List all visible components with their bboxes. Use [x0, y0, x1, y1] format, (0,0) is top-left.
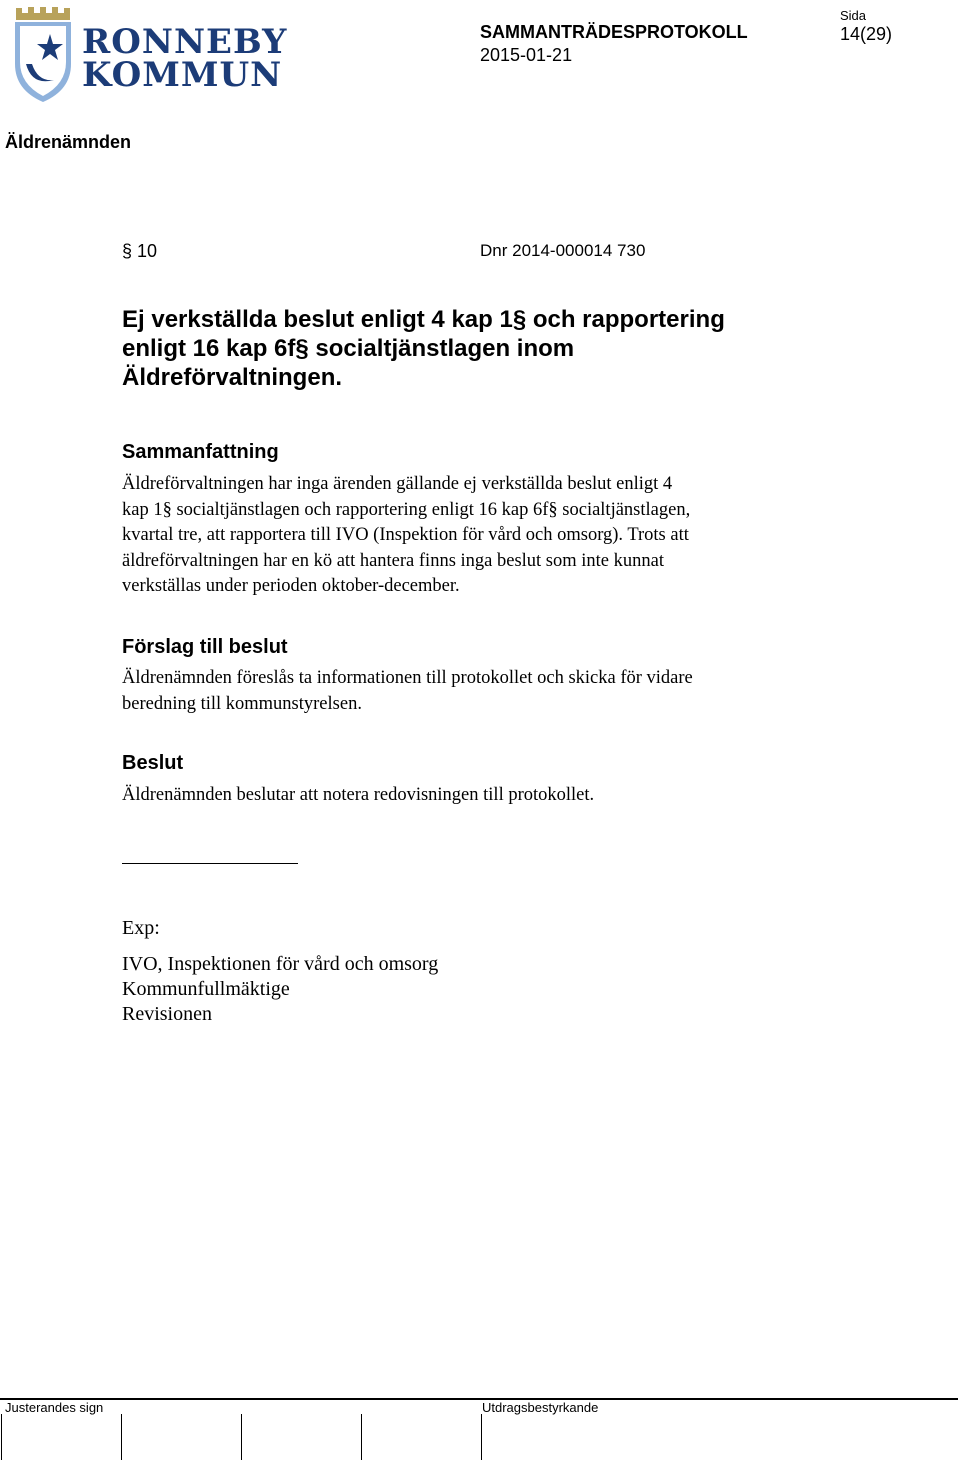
utdragsbestyrkande-label: Utdragsbestyrkande [482, 1400, 599, 1415]
signature-box-divider [481, 1414, 482, 1460]
coat-of-arms-icon [12, 4, 74, 104]
committee-name: Äldrenämnden [5, 132, 132, 152]
page-number: 14(29) [840, 24, 893, 44]
page-label: Sida [840, 8, 867, 23]
document-title: SAMMANTRÄDESPROTOKOLL [480, 22, 748, 42]
summary-line: Äldreförvaltningen har inga ärenden gällande ej verkställda beslut enligt 4 [122, 474, 673, 494]
signature-box-divider [361, 1414, 362, 1460]
justerandes-sign-label: Justerandes sign [5, 1400, 104, 1415]
expedition-list [122, 952, 438, 1027]
signature-box-divider [241, 1414, 242, 1460]
recipient-item: Kommunfullmäktige [122, 978, 290, 1000]
summary-line: kvartal tre, att rapportera till IVO (Inspektion för vård och omsorg). Trots att [122, 525, 689, 545]
decision-heading: Beslut [122, 752, 184, 774]
expedition-label: Exp: [122, 917, 160, 939]
recipient-item: IVO, Inspektionen för vård och omsorg [122, 953, 439, 975]
paragraph-number: § 10 [122, 241, 158, 261]
ronneby-kommun-logo [12, 4, 288, 104]
proposal-line: beredning till kommunstyrelsen. [122, 693, 362, 714]
meeting-date: 2015-01-21 [480, 45, 573, 65]
proposal-line: Äldrenämnden föreslås ta informationen till protokollet och skicka för vidare [122, 668, 693, 688]
case-title-line: Äldreförvaltningen. [122, 364, 343, 391]
separator-line [122, 863, 298, 864]
summary-text [122, 472, 832, 600]
summary-line: verkställas under perioden oktober-december. [122, 576, 460, 596]
summary-line: kap 1§ socialtjänstlagen och rapportering enligt 16 kap 6f§ socialtjänstlagen, [122, 499, 691, 520]
proposal-text [122, 666, 842, 717]
signature-box-divider [1, 1414, 2, 1460]
proposal-heading: Förslag till beslut [122, 636, 288, 658]
signature-box-divider [121, 1414, 122, 1460]
logo-line-2: KOMMUN [82, 55, 283, 95]
paragraph-number-value: 10 [137, 241, 158, 261]
recipient-item: Revisionen [122, 1003, 212, 1025]
summary-line: äldreförvaltningen har en kö att hantera finns inga beslut som inte kunnat [122, 550, 664, 571]
summary-heading: Sammanfattning [122, 441, 279, 463]
footer-divider [0, 1398, 958, 1400]
logo-line-1: RONNEBY [82, 22, 288, 62]
diary-number: Dnr 2014-000014 730 [480, 241, 646, 260]
decision-line: Äldrenämnden beslutar att notera redovisningen till protokollet. [122, 785, 595, 805]
case-title-line: enligt 16 kap 6f§ socialtjänstlagen inom [122, 335, 575, 362]
case-title-line: Ej verkställda beslut enligt 4 kap 1§ och rapportering [122, 306, 725, 333]
case-title [122, 305, 842, 392]
decision-text [122, 783, 822, 809]
